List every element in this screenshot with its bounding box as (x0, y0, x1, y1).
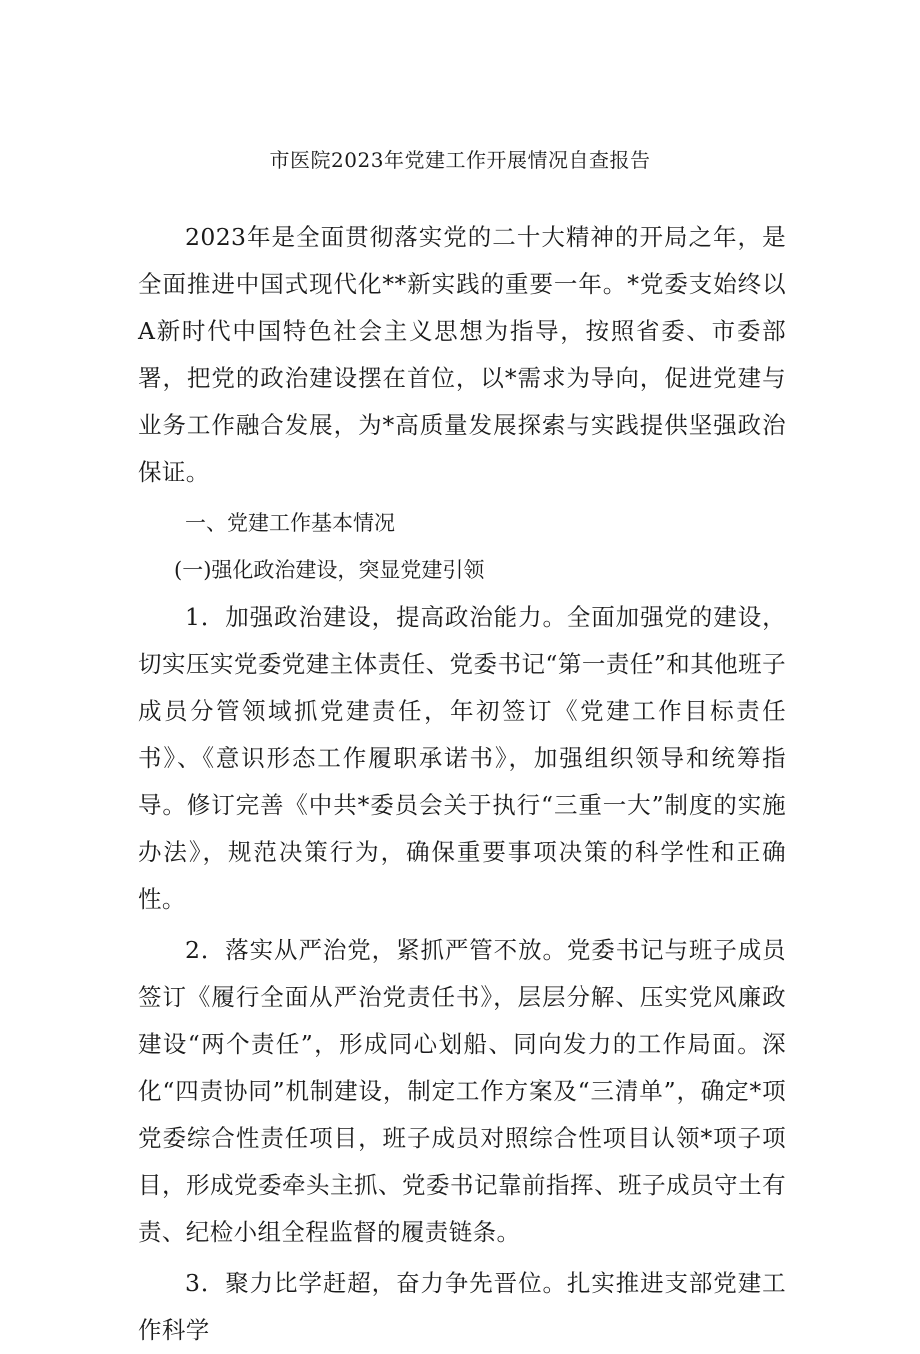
intro-paragraph: 2023年是全面贯彻落实党的二十大精神的开局之年，是全面推进中国式现代化**新实践的重要一年。*党委支始终以A新时代中国特色社会主义思想为指导，按照省委、市委部署，把党的政治建设摆在首位，以*需求为导向，促进党建与业务工作融合发展，为*高质量发展探索与实践提供坚强政治保证。 (138, 223, 786, 486)
subsection-heading-1: (一)强化政治建设，突显党建引领 (174, 558, 485, 582)
item-paragraph-1: 1．加强政治建设，提高政治能力。全面加强党的建设，切实压实党委党建主体责任、党委书记“第一责任”和其他班子成员分管领域抓党建责任，年初签订《党建工作目标责任书》、《意识形态工作履职承诺书》，加强组织领导和统筹指导。修订完善《中共*委员会关于执行“三重一大”制度的实施办法》，规范决策行为，确保重要事项决策的科学性和正确性。 (138, 603, 786, 913)
item-paragraph-3: 3．聚力比学赶超，奋力争先晋位。扎实推进支部党建工作科学 (138, 1269, 786, 1344)
document-body (138, 214, 786, 1354)
item-paragraph-2: 2．落实从严治党，紧抓严管不放。党委书记与班子成员签订《履行全面从严治党责任书》，层层分解、压实党风廉政建设“两个责任”，形成同心划船、同向发力的工作局面。深化“四责协同”机制建设，制定工作方案及“三清单”，确定*项党委综合性责任项目，班子成员对照综合性项目认领*项子项目，形成党委牵头主抓、党委书记靠前指挥、班子成员守土有责、纪检小组全程监督的履责链条。 (138, 936, 786, 1246)
document-title: 市医院2023年党建工作开展情况自查报告 (269, 148, 651, 172)
section-heading-1: 一、党建工作基本情况 (185, 511, 395, 535)
